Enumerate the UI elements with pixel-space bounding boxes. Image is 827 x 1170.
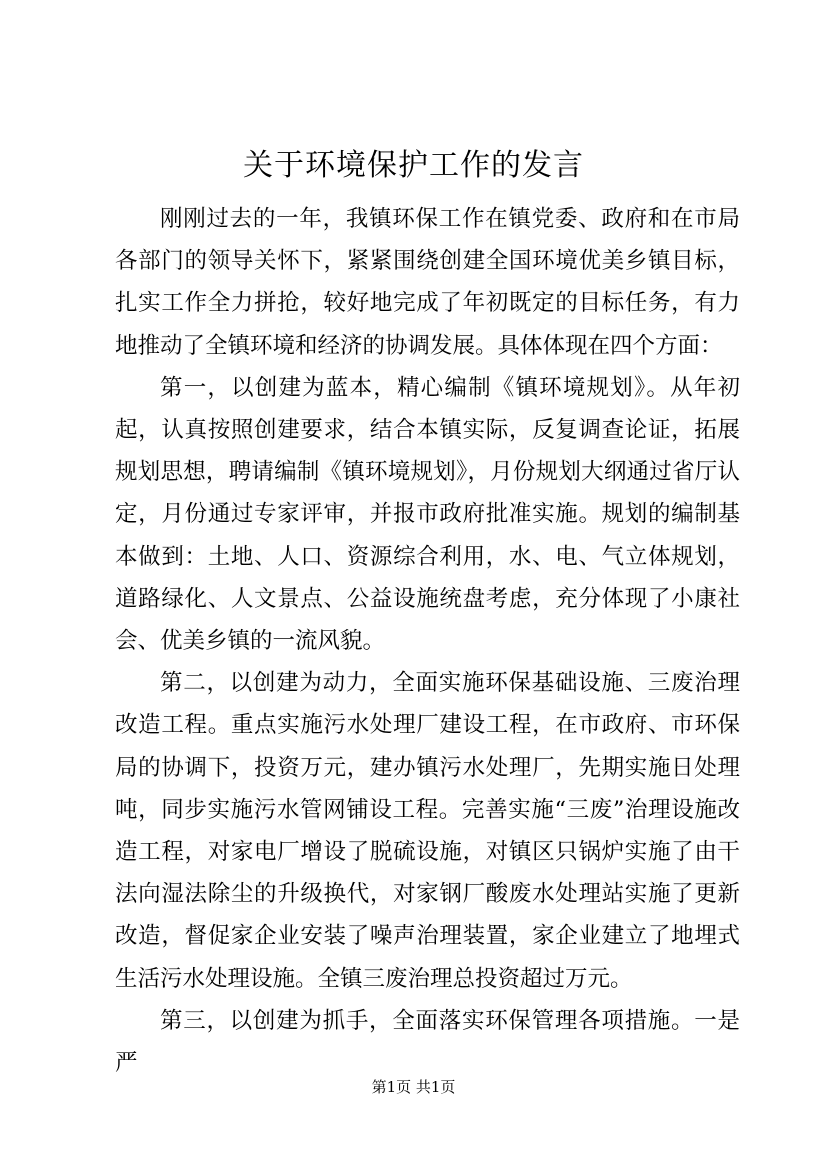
document-body bbox=[115, 198, 740, 1084]
paragraph-second-point: 第二，以创建为动力，全面实施环保基础设施、三废治理改造工程。重点实施污水处理厂建设工程，在市政府、市环保局的协调下，投资万元，建办镇污水处理厂，先期实施日处理吨，同步实施污水管网铺设工程。完善实施“三废”治理设施改造工程，对家电厂增设了脱硫设施，对镇区只锅炉实施了由干法向湿法除尘的升级换代，对家钢厂酸废水处理站实施了更新改造，督促家企业安装了噪声治理装置，家企业建立了地埋式生活污水处理设施。全镇三废治理总投资超过万元。 bbox=[115, 670, 740, 992]
paragraph-first-point: 第一，以创建为蓝本，精心编制《镇环境规划》。从年初起，认真按照创建要求，结合本镇实际，反复调查论证，拓展规划思想，聘请编制《镇环境规划》，月份规划大纲通过省厅认定，月份通过专家评审，并报市政府批准实施。规划的编制基本做到：土地、人口、资源综合利用，水、电、气立体规划，道路绿化、人文景点、公益设施统盘考虑，充分体现了小康社会、优美乡镇的一流风貌。 bbox=[115, 374, 740, 655]
paragraph-intro: 刚刚过去的一年，我镇环保工作在镇党委、政府和在市局各部门的领导关怀下，紧紧围绕创建全国环境优美乡镇目标，扎实工作全力拼抢，较好地完成了年初既定的目标任务，有力地推动了全镇环境和经济的协调发展。具体体现在四个方面： bbox=[115, 206, 740, 359]
page-number-footer: 第1页 共1页 bbox=[371, 1078, 456, 1096]
document-title: 关于环境保护工作的发言 bbox=[243, 148, 584, 183]
paragraph-third-point: 第三，以创建为抓手，全面落实环保管理各项措施。一是严 bbox=[115, 1007, 740, 1077]
